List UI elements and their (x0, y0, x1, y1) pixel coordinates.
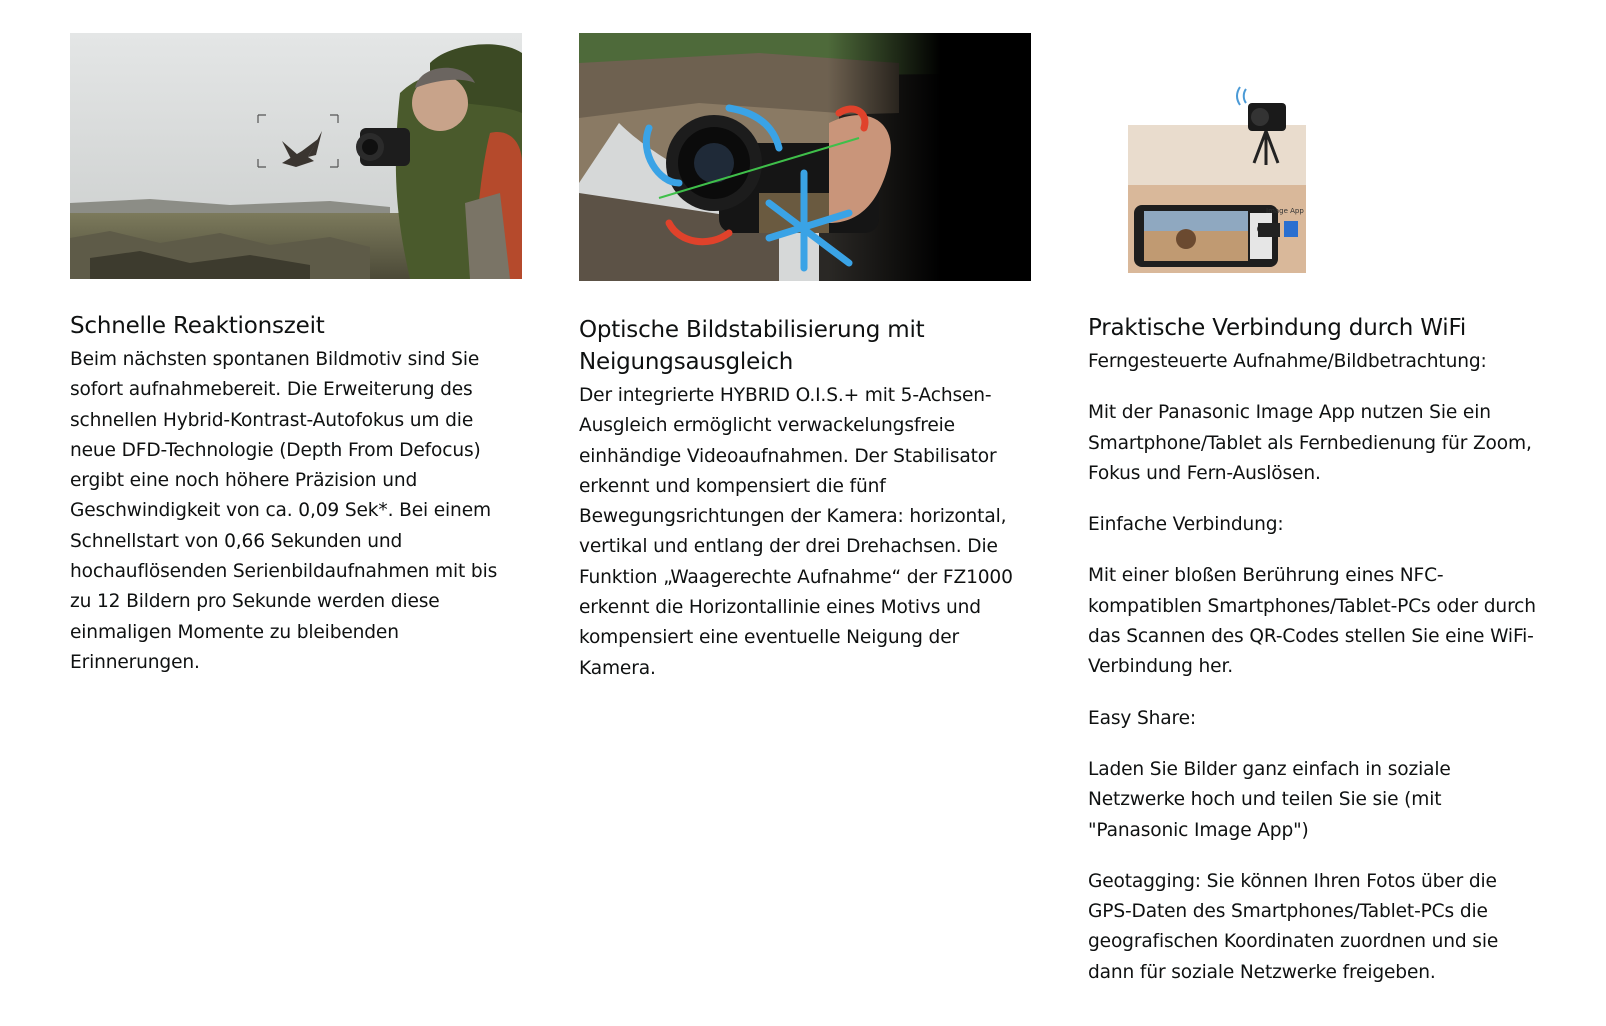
feature-heading: Optische Bildstabilisierung mit Neigungsausgleich (579, 317, 925, 375)
photographer-bird-illustration (70, 33, 522, 279)
feature-image-wifi (1088, 33, 1540, 279)
feature-heading: Praktische Verbindung durch WiFi (1088, 315, 1467, 341)
paragraph: Ferngesteuerte Aufnahme/Bildbetrachtung: (1088, 351, 1487, 372)
paragraph: Mit einer bloßen Berührung eines NFC-kompatiblen Smartphones/Tablet-PCs oder durch das Scannen des QR-Codes stellen Sie eine WiFi-Verbindung her. (1088, 565, 1536, 678)
image-app-label: Image App (1266, 207, 1304, 215)
feature-card-wifi (1088, 33, 1540, 1009)
feature-body-text: Beim nächsten spontanen Bildmotiv sind Sie sofort aufnahmebereit. Die Erweiterung des schnellen Hybrid-Kontrast-Autofokus um die neue DFD-Technologie (Depth From Defocus) ergibt eine noch höhere Präzision und Geschwindigkeit von ca. 0,09 Sek*. Bei einem Schnellstart von 0,66 Sekunden und hochauflösenden Serienbildaufnahmen mit bis zu 12 Bildern pro Sekunde werden diese einmaligen Momente zu bleibenden Erinnerungen. (70, 349, 498, 673)
wifi-smartphone-illustration (1088, 33, 1540, 279)
feature-card-reaction-time (70, 33, 522, 678)
feature-card-stabilization (579, 33, 1031, 684)
feature-paragraphs (1088, 347, 1540, 988)
paragraph: Mit der Panasonic Image App nutzen Sie ein Smartphone/Tablet als Fernbedienung für Zoom, Fokus und Fern-Auslösen. (1088, 402, 1532, 484)
paragraph: Einfache Verbindung: (1088, 514, 1284, 536)
feature-image-stabilization (579, 33, 1031, 281)
feature-body-text: Der integrierte HYBRID O.I.S.+ mit 5-Achsen-Ausgleich ermöglicht verwackelungsfreie einhändige Videoaufnahmen. Der Stabilisator erkennt und kompensiert die fünf Bewegungsrichtungen der Kamera: horizontal, vertikal und entlang der drei Drehachsen. Die Funktion „Waagerechte Aufnahme“ der FZ1000 erkennt die Horizontallinie eines Motivs und kompensiert eine eventuelle Neigung der Kamera. (579, 385, 1013, 679)
camera-stabilization-illustration (579, 33, 1031, 281)
feature-image-photographer (70, 33, 522, 279)
paragraph: Easy Share: (1088, 707, 1197, 729)
feature-heading: Schnelle Reaktionszeit (70, 313, 325, 339)
paragraph: Laden Sie Bilder ganz einfach in soziale Netzwerke hoch und teilen Sie sie (mit "Panasonic Image App") (1088, 758, 1451, 841)
paragraph: Geotagging: Sie können Ihren Fotos über die GPS-Daten des Smartphones/Tablet-PCs die geografischen Koordinaten zuordnen und sie dann für soziale Netzwerke freigeben. (1088, 870, 1499, 983)
